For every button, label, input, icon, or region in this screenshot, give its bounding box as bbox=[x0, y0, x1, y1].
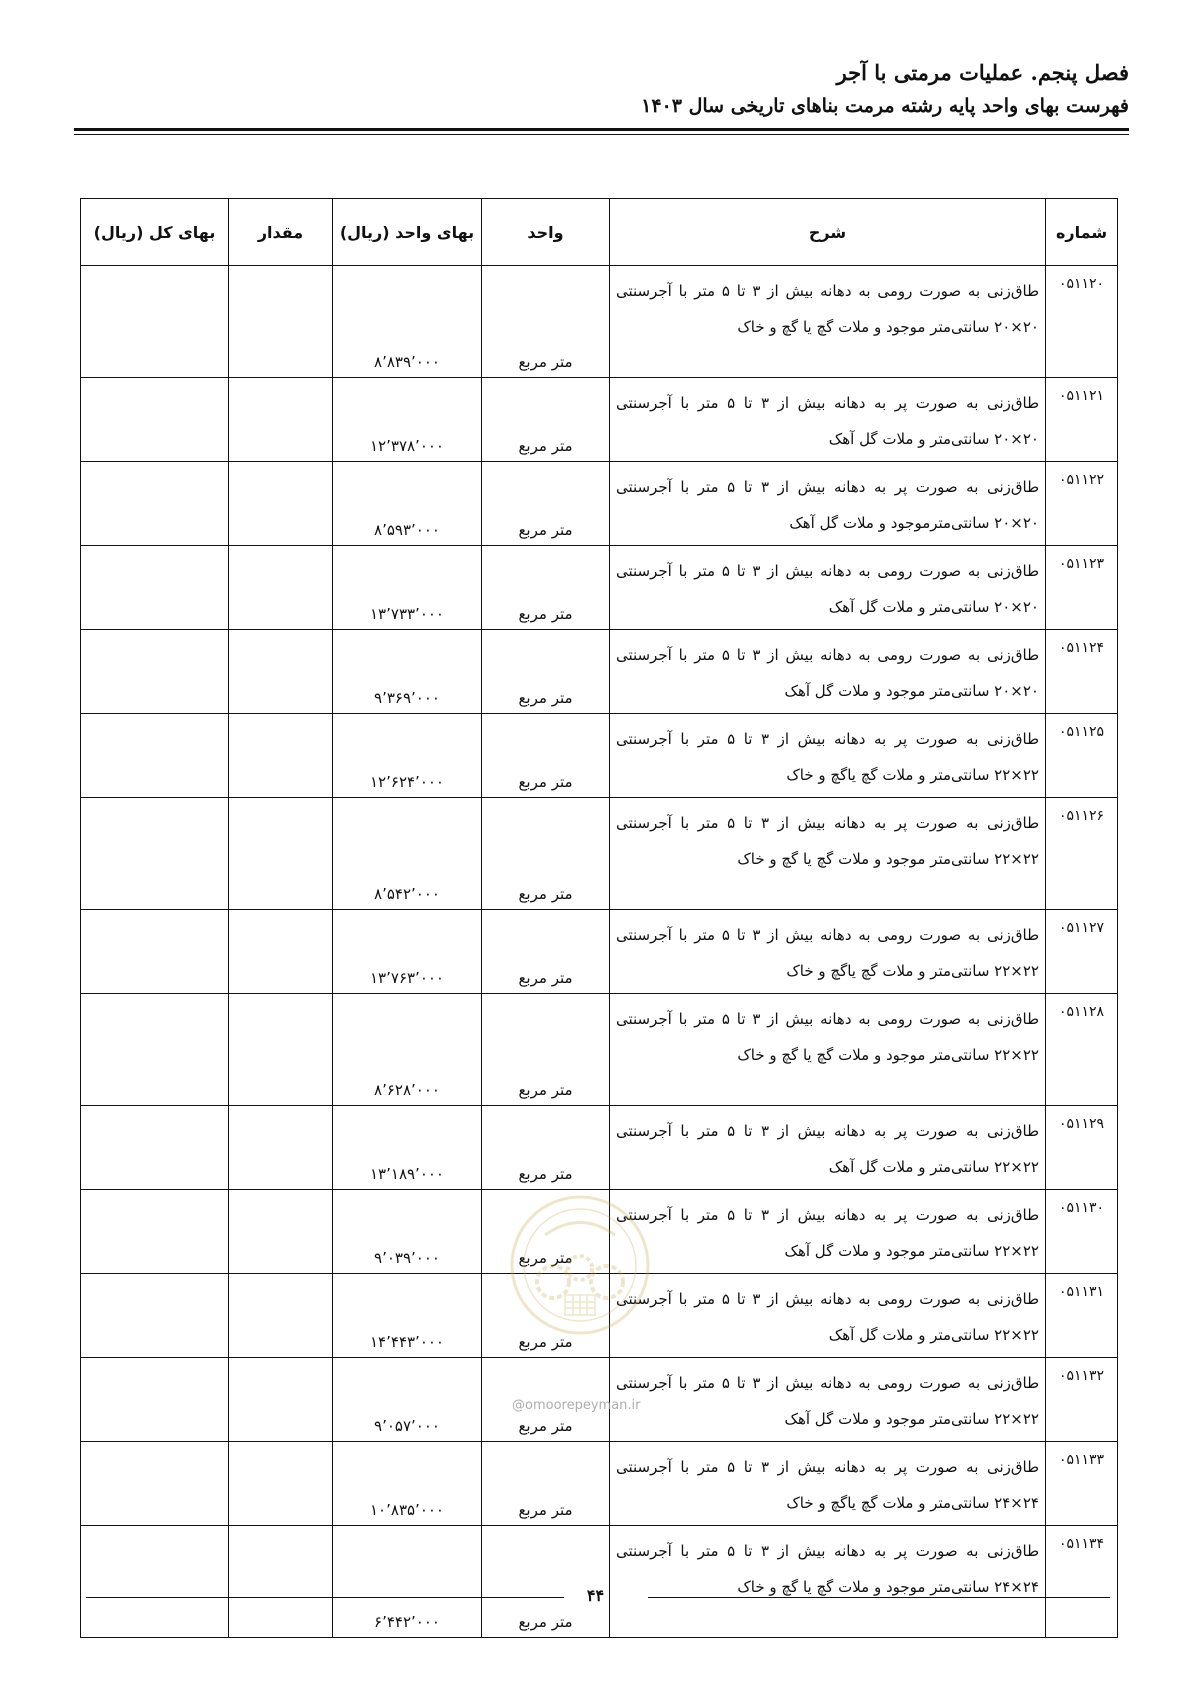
table-row bbox=[81, 630, 1118, 714]
item-total bbox=[81, 1358, 229, 1442]
document-subtitle: فهرست بهای واحد پایه رشته مرمت بناهای تاریخی سال ۱۴۰۳ bbox=[641, 95, 1129, 117]
item-total bbox=[81, 714, 229, 798]
item-code: ۰۵۱۱۳۲ bbox=[1046, 1358, 1118, 1442]
table-row bbox=[81, 714, 1118, 798]
table-row bbox=[81, 994, 1118, 1106]
item-code: ۰۵۱۱۳۱ bbox=[1046, 1274, 1118, 1358]
item-unit-price: ۱۲٬۶۲۴٬۰۰۰ bbox=[333, 714, 482, 798]
item-description: طاق‌زنی به صورت پر به دهانه بیش از ۳ تا ۵ متر با آجرسنتی ۲۰×۲۰ سانتی‌مترموجود و ملات گل آهک bbox=[610, 462, 1046, 546]
item-quantity bbox=[229, 1106, 333, 1190]
item-unit: متر مربع bbox=[482, 462, 610, 546]
item-description: طاق‌زنی به صورت پر به دهانه بیش از ۳ تا ۵ متر با آجرسنتی ۲۴×۲۴ سانتی‌متر موجود و ملات گچ یا گچ و خاک bbox=[610, 1526, 1046, 1638]
item-total bbox=[81, 266, 229, 378]
item-total bbox=[81, 378, 229, 462]
item-total bbox=[81, 910, 229, 994]
item-code: ۰۵۱۱۳۰ bbox=[1046, 1190, 1118, 1274]
item-code: ۰۵۱۱۲۱ bbox=[1046, 378, 1118, 462]
item-code: ۰۵۱۱۲۰ bbox=[1046, 266, 1118, 378]
item-description: طاق‌زنی به صورت رومی به دهانه بیش از ۳ تا ۵ متر با آجرسنتی ۲۰×۲۰ سانتی‌متر موجود و ملات گل آهک bbox=[610, 630, 1046, 714]
item-description: طاق‌زنی به صورت پر به دهانه بیش از ۳ تا ۵ متر با آجرسنتی ۲۰×۲۰ سانتی‌متر و ملات گل آهک bbox=[610, 378, 1046, 462]
item-code: ۰۵۱۱۳۳ bbox=[1046, 1442, 1118, 1526]
col-header-code: شماره bbox=[1046, 199, 1118, 266]
page-header bbox=[641, 58, 1129, 120]
item-unit-price: ۹٬۰۵۷٬۰۰۰ bbox=[333, 1358, 482, 1442]
item-unit-price: ۹٬۳۶۹٬۰۰۰ bbox=[333, 630, 482, 714]
watermark-text: @omoorepeyman.ir bbox=[512, 1398, 641, 1413]
item-description: طاق‌زنی به صورت پر به دهانه بیش از ۳ تا ۵ متر با آجرسنتی ۲۲×۲۲ سانتی‌متر موجود و ملات گچ یا گچ و خاک bbox=[610, 798, 1046, 910]
item-unit-price: ۹٬۰۳۹٬۰۰۰ bbox=[333, 1190, 482, 1274]
col-header-qty: مقدار bbox=[229, 199, 333, 266]
item-unit-price: ۸٬۵۹۳٬۰۰۰ bbox=[333, 462, 482, 546]
item-unit: متر مربع bbox=[482, 1358, 610, 1442]
footer-rule-left bbox=[86, 1597, 564, 1598]
item-total bbox=[81, 462, 229, 546]
item-total bbox=[81, 798, 229, 910]
item-quantity bbox=[229, 546, 333, 630]
item-total bbox=[81, 1442, 229, 1526]
item-quantity bbox=[229, 378, 333, 462]
header-rule-thick bbox=[74, 128, 1129, 131]
item-unit: متر مربع bbox=[482, 994, 610, 1106]
item-unit-price: ۸٬۸۳۹٬۰۰۰ bbox=[333, 266, 482, 378]
item-quantity bbox=[229, 630, 333, 714]
item-description: طاق‌زنی به صورت رومی به دهانه بیش از ۳ تا ۵ متر با آجرسنتی ۲۰×۲۰ سانتی‌متر و ملات گل آهک bbox=[610, 546, 1046, 630]
item-total bbox=[81, 1106, 229, 1190]
footer-rule-right bbox=[648, 1597, 1110, 1598]
item-unit-price: ۱۰٬۸۳۵٬۰۰۰ bbox=[333, 1442, 482, 1526]
item-unit: متر مربع bbox=[482, 266, 610, 378]
item-unit: متر مربع bbox=[482, 378, 610, 462]
item-total bbox=[81, 546, 229, 630]
item-unit: متر مربع bbox=[482, 546, 610, 630]
item-description: طاق‌زنی به صورت پر به دهانه بیش از ۳ تا ۵ متر با آجرسنتی ۲۴×۲۴ سانتی‌متر و ملات گچ یاگچ و خاک bbox=[610, 1442, 1046, 1526]
item-quantity bbox=[229, 1526, 333, 1638]
table-row bbox=[81, 1526, 1118, 1638]
item-unit: متر مربع bbox=[482, 714, 610, 798]
item-unit-price: ۸٬۵۴۲٬۰۰۰ bbox=[333, 798, 482, 910]
item-code: ۰۵۱۱۲۷ bbox=[1046, 910, 1118, 994]
table-row bbox=[81, 378, 1118, 462]
table-row bbox=[81, 1106, 1118, 1190]
item-unit: متر مربع bbox=[482, 910, 610, 994]
item-unit: متر مربع bbox=[482, 1526, 610, 1638]
item-code: ۰۵۱۱۲۸ bbox=[1046, 994, 1118, 1106]
item-total bbox=[81, 1190, 229, 1274]
table-header-row bbox=[81, 199, 1118, 266]
item-description: طاق‌زنی به صورت رومی به دهانه بیش از ۳ تا ۵ متر با آجرسنتی ۲۲×۲۲ سانتی‌متر و ملات گچ یاگچ و خاک bbox=[610, 910, 1046, 994]
item-description: طاق‌زنی به صورت رومی به دهانه بیش از ۳ تا ۵ متر با آجرسنتی ۲۲×۲۲ سانتی‌متر و ملات گل آهک bbox=[610, 1274, 1046, 1358]
item-total bbox=[81, 1526, 229, 1638]
item-code: ۰۵۱۱۲۵ bbox=[1046, 714, 1118, 798]
item-code: ۰۵۱۱۲۲ bbox=[1046, 462, 1118, 546]
item-quantity bbox=[229, 1190, 333, 1274]
table-row bbox=[81, 798, 1118, 910]
table-row bbox=[81, 1274, 1118, 1358]
item-quantity bbox=[229, 1358, 333, 1442]
page-number: ۴۴ bbox=[586, 1586, 605, 1605]
item-description: طاق‌زنی به صورت رومی به دهانه بیش از ۳ تا ۵ متر با آجرسنتی ۲۲×۲۲ سانتی‌متر موجود و ملات گل آهک bbox=[610, 1358, 1046, 1442]
item-quantity bbox=[229, 910, 333, 994]
item-code: ۰۵۱۱۳۴ bbox=[1046, 1526, 1118, 1638]
item-unit: متر مربع bbox=[482, 798, 610, 910]
col-header-unit-price: بهای واحد (ریال) bbox=[333, 199, 482, 266]
item-description: طاق‌زنی به صورت پر به دهانه بیش از ۳ تا ۵ متر با آجرسنتی ۲۲×۲۲ سانتی‌متر موجود و ملات گل آهک bbox=[610, 1190, 1046, 1274]
header-rule-thin bbox=[74, 134, 1129, 135]
item-description: طاق‌زنی به صورت پر به دهانه بیش از ۳ تا ۵ متر با آجرسنتی ۲۲×۲۲ سانتی‌متر و ملات گل آهک bbox=[610, 1106, 1046, 1190]
item-unit-price: ۱۳٬۷۳۳٬۰۰۰ bbox=[333, 546, 482, 630]
item-unit-price: ۸٬۶۲۸٬۰۰۰ bbox=[333, 994, 482, 1106]
item-description: طاق‌زنی به صورت رومی به دهانه بیش از ۳ تا ۵ متر با آجرسنتی ۲۰×۲۰ سانتی‌متر موجود و ملات گچ یا گچ و خاک bbox=[610, 266, 1046, 378]
item-quantity bbox=[229, 462, 333, 546]
item-unit: متر مربع bbox=[482, 1106, 610, 1190]
item-code: ۰۵۱۱۲۶ bbox=[1046, 798, 1118, 910]
col-header-desc: شرح bbox=[610, 199, 1046, 266]
item-quantity bbox=[229, 266, 333, 378]
item-total bbox=[81, 630, 229, 714]
table-row bbox=[81, 1190, 1118, 1274]
item-quantity bbox=[229, 1442, 333, 1526]
item-quantity bbox=[229, 1274, 333, 1358]
item-unit: متر مربع bbox=[482, 1274, 610, 1358]
item-quantity bbox=[229, 798, 333, 910]
item-quantity bbox=[229, 994, 333, 1106]
table-row bbox=[81, 910, 1118, 994]
item-unit-price: ۱۳٬۱۸۹٬۰۰۰ bbox=[333, 1106, 482, 1190]
item-total bbox=[81, 994, 229, 1106]
table-row bbox=[81, 462, 1118, 546]
table-row bbox=[81, 1442, 1118, 1526]
item-quantity bbox=[229, 714, 333, 798]
item-description: طاق‌زنی به صورت رومی به دهانه بیش از ۳ تا ۵ متر با آجرسنتی ۲۲×۲۲ سانتی‌متر موجود و ملات گچ یا گچ و خاک bbox=[610, 994, 1046, 1106]
item-code: ۰۵۱۱۲۳ bbox=[1046, 546, 1118, 630]
item-unit-price: ۶٬۴۴۲٬۰۰۰ bbox=[333, 1526, 482, 1638]
chapter-title: فصل پنجم. عملیات مرمتی با آجر bbox=[836, 60, 1129, 85]
price-list-table bbox=[80, 198, 1118, 1638]
table-row bbox=[81, 546, 1118, 630]
item-code: ۰۵۱۱۲۴ bbox=[1046, 630, 1118, 714]
item-total bbox=[81, 1274, 229, 1358]
col-header-total: بهای کل (ریال) bbox=[81, 199, 229, 266]
item-unit-price: ۱۲٬۳۷۸٬۰۰۰ bbox=[333, 378, 482, 462]
item-code: ۰۵۱۱۲۹ bbox=[1046, 1106, 1118, 1190]
item-unit-price: ۱۳٬۷۶۳٬۰۰۰ bbox=[333, 910, 482, 994]
table-row bbox=[81, 266, 1118, 378]
item-description: طاق‌زنی به صورت پر به دهانه بیش از ۳ تا ۵ متر با آجرسنتی ۲۲×۲۲ سانتی‌متر و ملات گچ یاگچ و خاک bbox=[610, 714, 1046, 798]
item-unit: متر مربع bbox=[482, 1442, 610, 1526]
col-header-unit: واحد bbox=[482, 199, 610, 266]
item-unit: متر مربع bbox=[482, 1190, 610, 1274]
item-unit: متر مربع bbox=[482, 630, 610, 714]
item-unit-price: ۱۴٬۴۴۳٬۰۰۰ bbox=[333, 1274, 482, 1358]
